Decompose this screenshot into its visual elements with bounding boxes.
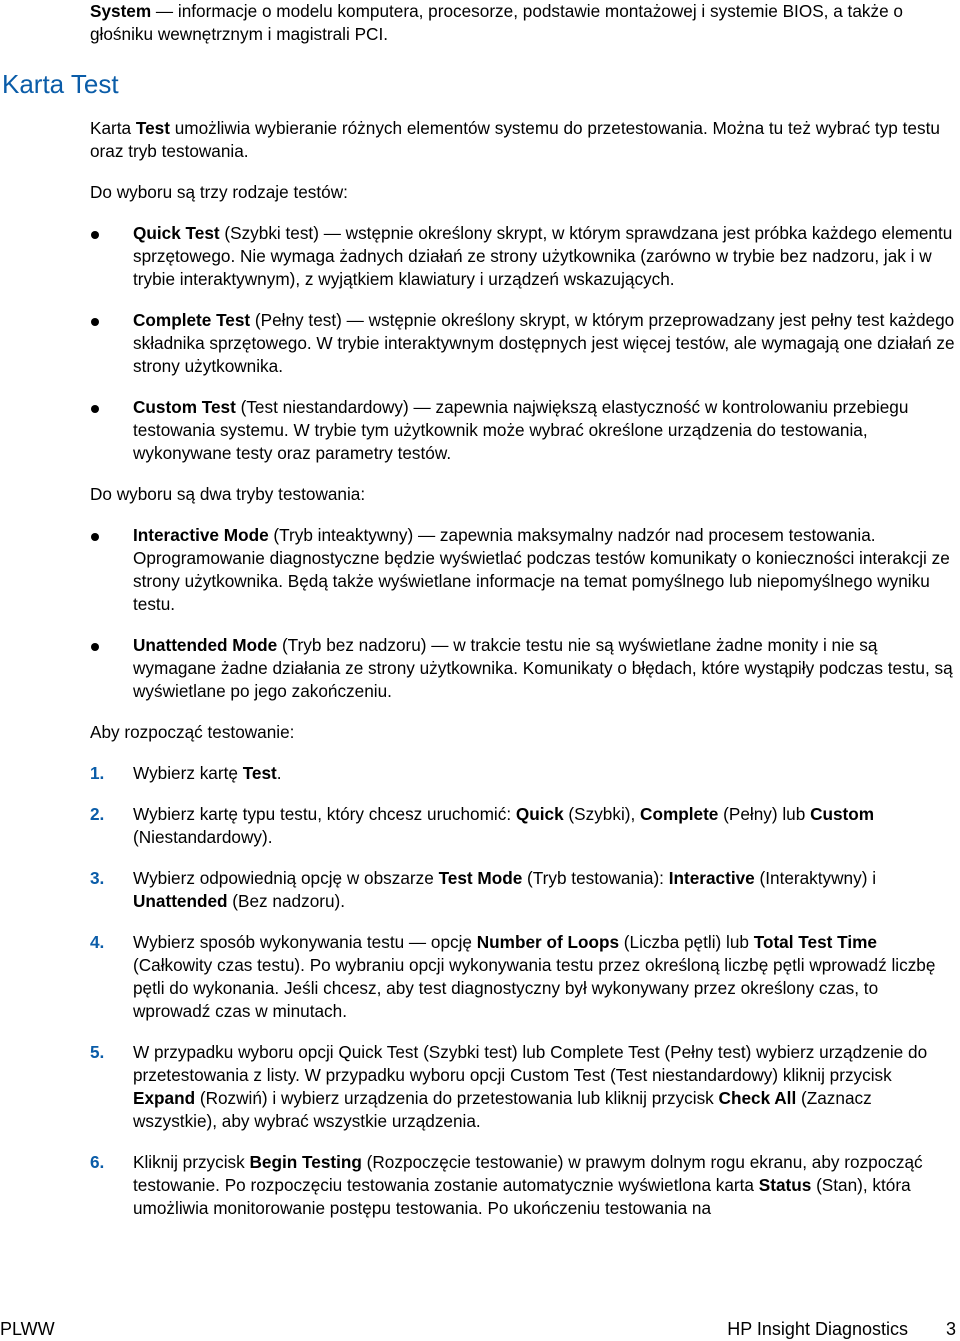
text-run: W przypadku wyboru opcji Quick Test (Szybki test) lub Complete Test (Pełny test) wybierz urządzenie do przetestowania z listy. W przypadku wyboru opcji Custom Test (Test niestandardowy) kliknij przycisk (133, 1042, 928, 1085)
paragraph-test-tab (90, 117, 958, 163)
item-text: (Test niestandardowy) — zapewnia największą elastyczność w kontrolowaniu przebiegu testowania systemu. W trybie tym użytkownik może wybrać określone urządzenia do testowania, wykonywane testy oraz parametry testów. (133, 397, 909, 463)
bullet-icon (91, 231, 99, 239)
text-run: Kliknij przycisk (133, 1152, 250, 1172)
step-item (90, 867, 958, 913)
step-number: 3. (90, 868, 105, 888)
bold-term: Interactive (668, 868, 755, 888)
step-item (90, 803, 958, 849)
section-title: Karta Test (2, 69, 119, 99)
text-run: Wybierz odpowiednią opcję w obszarze (133, 868, 439, 888)
paragraph-steps-intro: Aby rozpocząć testowanie: (90, 722, 295, 742)
step-number: 4. (90, 932, 105, 952)
step-number: 6. (90, 1152, 105, 1172)
bold-term: Custom (810, 804, 875, 824)
paragraph-test-types-intro: Do wyboru są trzy rodzaje testów: (90, 182, 348, 202)
modes-list (90, 524, 958, 703)
text-run: (Rozwiń) i wybierz urządzenia do przetestowania lub kliknij przycisk (195, 1088, 719, 1108)
footer-doc-code: PLWW (0, 1319, 55, 1339)
bold-term: Quick Test (133, 223, 220, 243)
text-run: (Rozpoczęcie testowanie) w prawym dolnym rogu ekranu, aby rozpocząć testowanie. Po rozpoczęciu testowania zostanie automatycznie wyświetlona karta (133, 1152, 923, 1195)
item-text: (Pełny test) — wstępnie określony skrypt, w którym przeprowadzany jest pełny test każdego składnika sprzętowego. W trybie interaktywnym dostępnych jest więcej testów, ale wymagają one działań ze strony użytkownika. (133, 310, 955, 376)
bold-term: Unattended (133, 891, 228, 911)
paragraph-modes-intro: Do wyboru są dwa tryby testowania: (90, 484, 366, 504)
step-item (90, 1041, 958, 1133)
item-text: (Szybki test) — wstępnie określony skrypt, w którym sprawdzana jest próbka każdego elementu sprzętowego. Nie wymaga żadnych działań ze strony użytkownika (zarówno w trybie bez nadzoru, jak i w trybie interaktywnym), z wyjątkiem klawiatury i urządzeń wskazujących. (133, 223, 953, 289)
step-item (90, 931, 958, 1023)
bold-term: Number of Loops (476, 932, 620, 952)
section-body (90, 117, 958, 1238)
text-run: Karta (90, 118, 136, 138)
step-number: 2. (90, 804, 105, 824)
step-number: 5. (90, 1042, 105, 1062)
list-item (90, 524, 958, 616)
text-run: (Pełny) lub (718, 804, 811, 824)
step-item (90, 1151, 958, 1220)
bullet-icon (91, 643, 99, 651)
text-run: Wybierz kartę (133, 763, 243, 783)
bold-term: Total Test Time (753, 932, 877, 952)
bold-term: Expand (133, 1088, 196, 1108)
bold-term: Complete (640, 804, 719, 824)
bold-term: Test (135, 118, 170, 138)
text-run: (Liczba pętli) lub (619, 932, 754, 952)
item-text: (Tryb bez nadzoru) — w trakcie testu nie są wyświetlane żadne monity i nie są wymagane żadne działania ze strony użytkownika. Komunikaty o błędach, które wystąpiły podczas testu, są wyświetlane po jego zakończeniu. (133, 635, 953, 701)
list-item (90, 396, 958, 465)
steps-list (90, 762, 958, 1220)
bold-term: Check All (718, 1088, 797, 1108)
bullet-icon (91, 533, 99, 541)
text-run: Wybierz kartę typu testu, który chcesz uruchomić: (133, 804, 516, 824)
step-item (90, 762, 958, 785)
page-number: 3 (945, 1319, 956, 1339)
bold-term: Test Mode (438, 868, 523, 888)
text-run: (Niestandardowy). (133, 827, 273, 847)
bold-term: Begin Testing (249, 1152, 362, 1172)
test-types-list (90, 222, 958, 465)
text-run: (Bez nadzoru). (227, 891, 346, 911)
list-item (90, 222, 958, 291)
list-item (90, 634, 958, 703)
bold-term: Custom Test (133, 397, 236, 417)
intro-paragraph (90, 0, 958, 46)
list-item (90, 309, 958, 378)
text-run: (Szybki), (563, 804, 641, 824)
bold-term: Test (242, 763, 277, 783)
text-run: . (276, 763, 282, 783)
intro-term: System (90, 1, 152, 21)
bold-term: Quick (515, 804, 564, 824)
step-number: 1. (90, 763, 105, 783)
bullet-icon (91, 318, 99, 326)
text-run: (Całkowity czas testu). Po wybraniu opcji wykonywania testu przez określoną liczbę pętli wprowadź liczbę pętli do wykonania. Jeśli chcesz, aby test diagnostyczny był wykonywany przez określony czas, to wprowadź czas w minutach. (133, 955, 936, 1021)
intro-text: — informacje o modelu komputera, procesorze, podstawie montażowej i systemie BIOS, a także o głośniku wewnętrznym i magistrali PCI. (90, 1, 903, 44)
bold-term: Status (758, 1175, 812, 1195)
text-run: umożliwia wybieranie różnych elementów systemu do przetestowania. Można tu też wybrać typ testu oraz tryb testowania. (90, 118, 940, 161)
footer-title: HP Insight Diagnostics (727, 1319, 908, 1339)
text-run: (Zaznacz wszystkie), aby wybrać wszystkie urządzenia. (133, 1088, 872, 1131)
text-run: (Interaktywny) i (754, 868, 877, 888)
bold-term: Complete Test (133, 310, 251, 330)
bold-term: Unattended Mode (133, 635, 278, 655)
item-text: (Tryb inteaktywny) — zapewnia maksymalny nadzór nad procesem testowania. Oprogramowanie diagnostyczne będzie wyświetlać podczas testów komunikaty o konieczności interakcji ze strony użytkownika. Będą także wyświetlane informacje na temat pomyślnego lub niepomyślnego wyniku testu. (133, 525, 950, 614)
text-run: Wybierz sposób wykonywania testu — opcję (133, 932, 477, 952)
bold-term: Interactive Mode (133, 525, 269, 545)
bullet-icon (91, 405, 99, 413)
text-run: (Stan), która umożliwia monitorowanie postępu testowania. Po ukończeniu testowania na (133, 1175, 911, 1218)
text-run: (Tryb testowania): (522, 868, 669, 888)
